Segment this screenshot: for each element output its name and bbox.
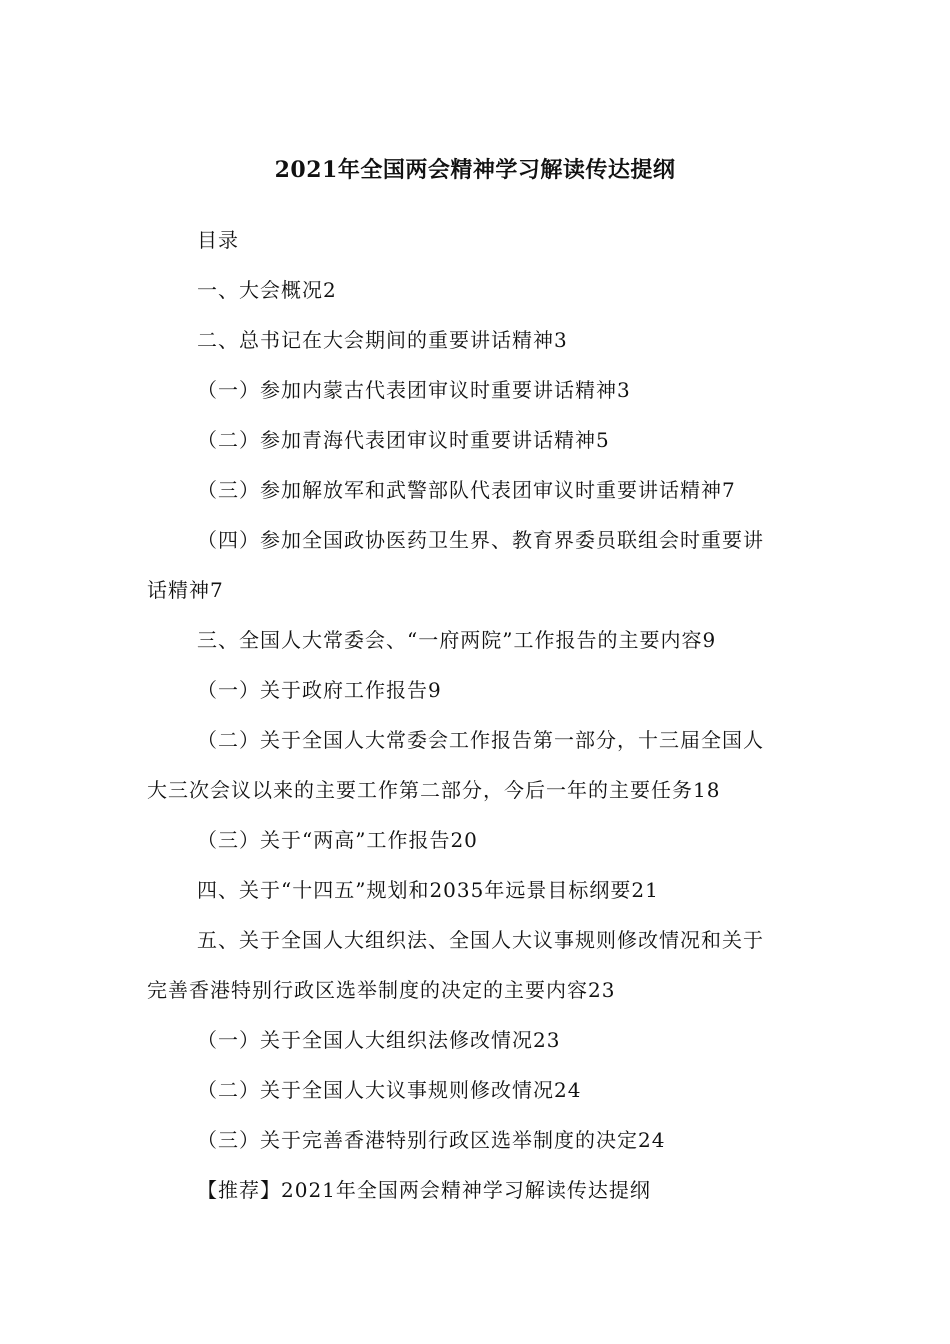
- toc-item-2-2: （二）参加青海代表团审议时重要讲话精神5: [197, 428, 610, 452]
- toc-heading: 目录: [197, 228, 239, 252]
- document-title: 2021年全国两会精神学习解读传达提纲: [274, 157, 676, 183]
- toc-item-2-4: （四）参加全国政协医药卫生界、教育界委员联组会时重要讲: [197, 528, 764, 552]
- toc-item-5-3: （三）关于完善香港特别行政区选举制度的决定24: [197, 1128, 666, 1152]
- toc-item-5-2: （二）关于全国人大议事规则修改情况24: [197, 1078, 582, 1102]
- toc-item-5: 五、关于全国人大组织法、全国人大议事规则修改情况和关于: [197, 928, 764, 952]
- recommended-heading: 【推荐】2021年全国两会精神学习解读传达提纲: [197, 1178, 651, 1202]
- toc-item-3-1: （一）关于政府工作报告9: [197, 678, 442, 702]
- toc-item-3-2-continued: 大三次会议以来的主要工作第二部分，今后一年的主要任务18: [147, 778, 721, 802]
- table-of-contents: [147, 222, 807, 1222]
- toc-item-5-continued: 完善香港特别行政区选举制度的决定的主要内容23: [147, 978, 616, 1002]
- toc-item-3-3: （三）关于“两高”工作报告20: [197, 828, 478, 852]
- toc-item-2-4-continued: 话精神7: [147, 578, 224, 602]
- toc-item-3: 三、全国人大常委会、“一府两院”工作报告的主要内容9: [197, 628, 717, 652]
- toc-item-4: 四、关于“十四五”规划和2035年远景目标纲要21: [197, 878, 659, 902]
- toc-item-2-3: （三）参加解放军和武警部队代表团审议时重要讲话精神7: [197, 478, 736, 502]
- toc-item-2: 二、总书记在大会期间的重要讲话精神3: [197, 328, 568, 352]
- toc-item-5-1: （一）关于全国人大组织法修改情况23: [197, 1028, 561, 1052]
- toc-item-3-2: （二）关于全国人大常委会工作报告第一部分，十三届全国人: [197, 728, 764, 752]
- toc-item-2-1: （一）参加内蒙古代表团审议时重要讲话精神3: [197, 378, 631, 402]
- toc-item-1: 一、大会概况2: [197, 278, 337, 302]
